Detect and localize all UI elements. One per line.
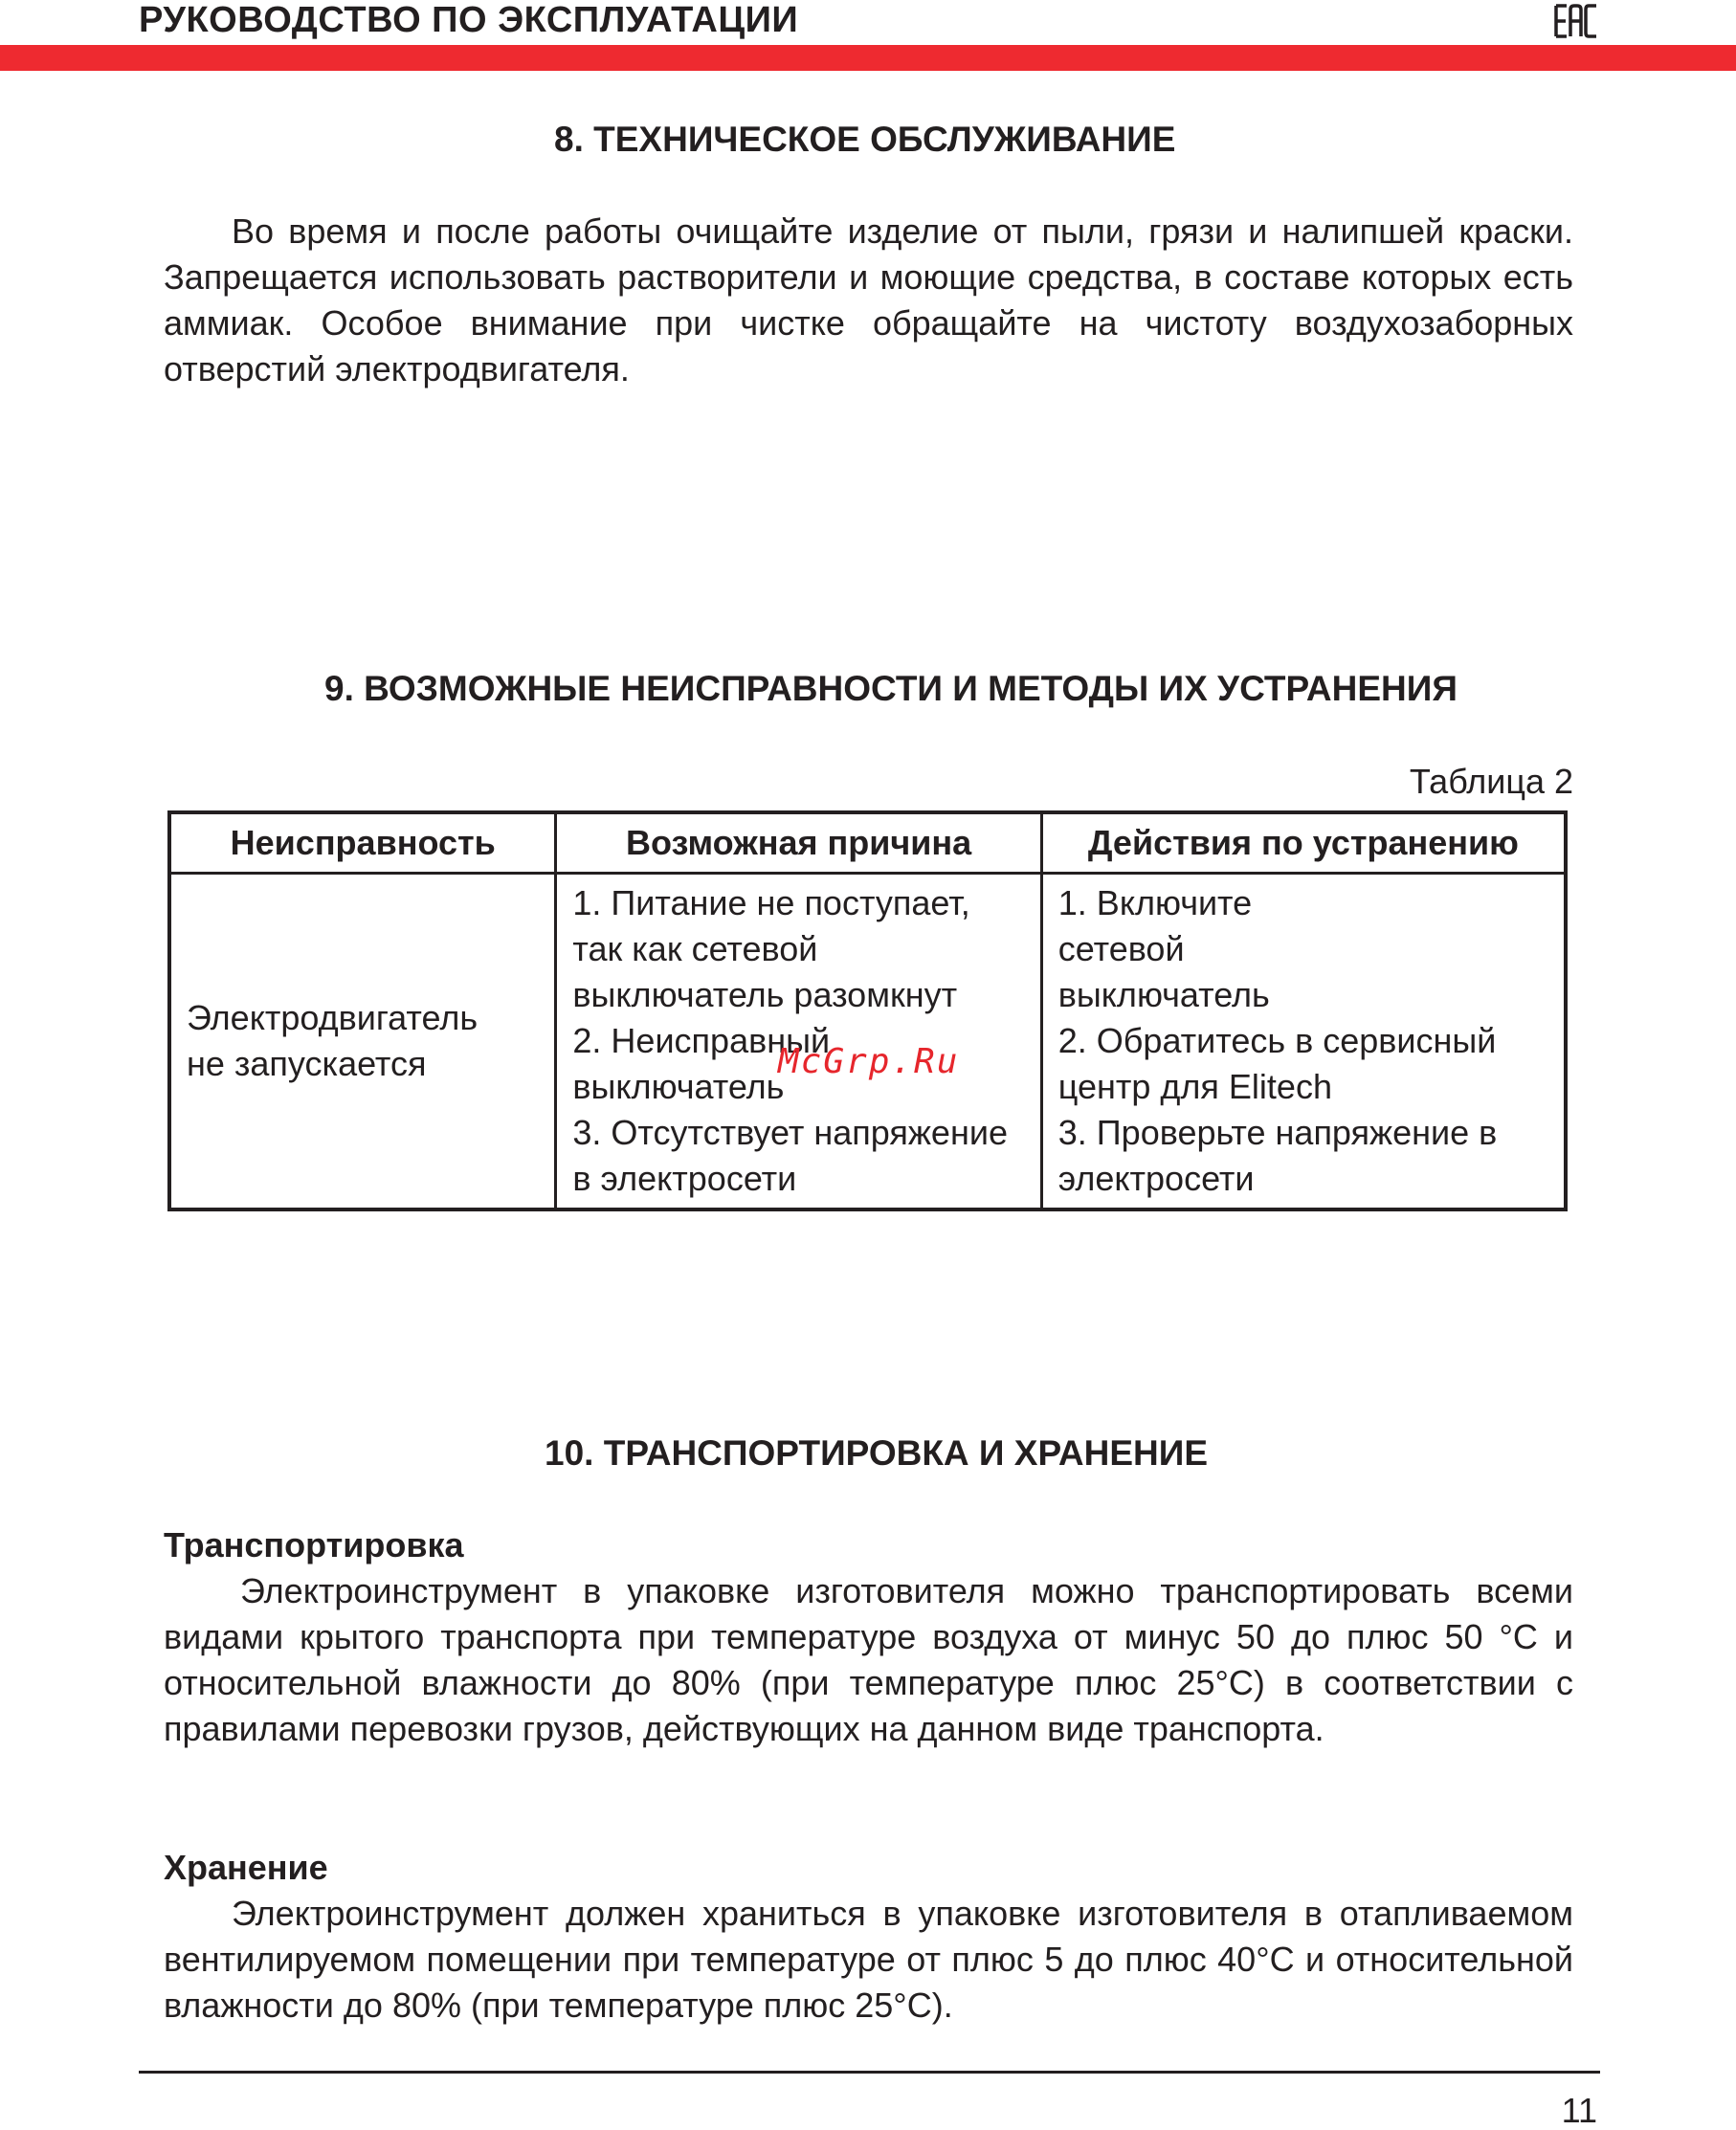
action-item: 3. Проверьте напряжение в электросети — [1057, 1113, 1498, 1198]
column-header-fault: Неисправность — [169, 812, 556, 874]
header-accent-bar — [0, 45, 1736, 71]
transport-paragraph — [164, 1568, 1573, 1752]
transport-heading: Транспортировка — [164, 1525, 464, 1564]
storage-heading: Хранение — [164, 1848, 328, 1887]
cause-item: 3. Отсутствует напряжение в электросети — [572, 1113, 1008, 1198]
column-header-cause: Возможная причина — [556, 812, 1041, 874]
transport-text: Электроинструмент в упаковке изготовителя можно транспортировать всеми видами крытого транспорта при температуре воздуха от минус 50 до плюс 50 °С и относительной влажности до 80% (при температуре плюс 25°С) в соответствии с правилами перевозки грузов, действующих на данном виде транспорта. — [164, 1571, 1573, 1748]
action-item: 2. Обратитесь в сервисный центр для Elitech — [1057, 1021, 1497, 1106]
fault-table — [167, 810, 1568, 1211]
section-8-text: Во время и после работы очищайте изделие от пыли, грязи и налипшей краски. Запрещается использовать растворители и моющие средства, в составе которых есть аммиак. Особое внимание при чистке обращайте на чистоту воздухозаборных отверстий электродвигателя. — [164, 211, 1573, 388]
column-header-action: Действия по устранению — [1041, 812, 1566, 874]
action-item: 1. Включите сетевой выключатель — [1057, 883, 1270, 1014]
section-8-title: 8. ТЕХНИЧЕСКОЕ ОБСЛУЖИВАНИЕ — [554, 120, 1176, 159]
action-cell — [1041, 874, 1566, 1210]
table-header-row — [169, 812, 1566, 874]
section-10-title: 10. ТРАНСПОРТИРОВКА И ХРАНЕНИЕ — [545, 1433, 1209, 1473]
cause-item: 2. Неисправный выключатель — [572, 1021, 831, 1106]
fault-cell: Электродвигатель не запускается — [169, 874, 556, 1210]
footer-rule — [139, 2071, 1600, 2074]
table-caption: Таблица 2 — [1409, 762, 1573, 801]
eac-mark-icon — [1554, 4, 1598, 38]
watermark: McGrp.Ru — [778, 1042, 960, 1081]
section-8-paragraph — [164, 209, 1573, 392]
storage-paragraph — [164, 1891, 1573, 2029]
section-9-title: 9. ВОЗМОЖНЫЕ НЕИСПРАВНОСТИ И МЕТОДЫ ИХ УСТРАНЕНИЯ — [324, 669, 1458, 708]
storage-text: Электроинструмент должен храниться в упаковке изготовителя в отапливаемом вентилируемом помещении при температуре от плюс 5 до плюс 40°С и относительной влажности до 80% (при температуре плюс 25°С). — [164, 1894, 1573, 2025]
cause-item: 1. Питание не поступает, так как сетевой выключатель разомкнут — [572, 883, 970, 1014]
document-header-title: РУКОВОДСТВО ПО ЭКСПЛУАТАЦИИ — [139, 0, 799, 40]
page-number: 11 — [1561, 2091, 1597, 2130]
